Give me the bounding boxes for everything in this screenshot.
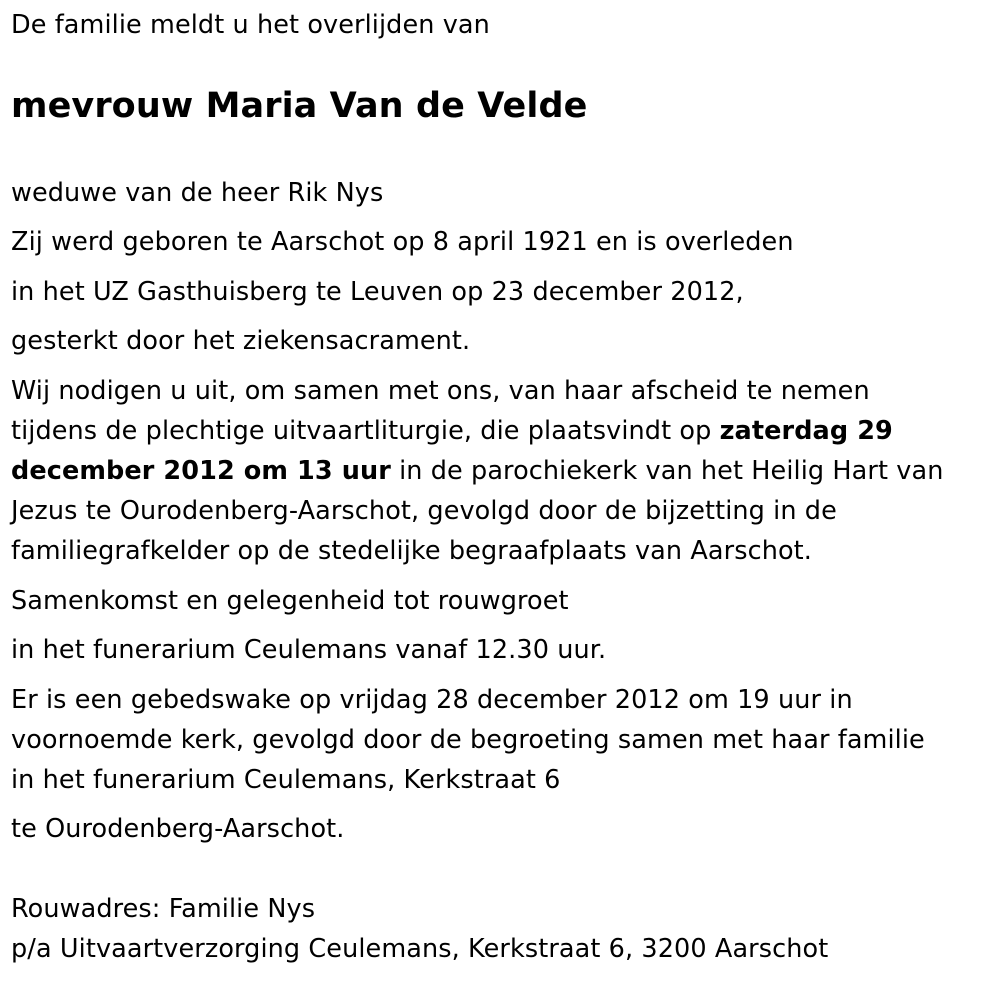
birth-death-line: Zij werd geboren te Aarschot op 8 april 1921 en is overleden <box>11 227 794 257</box>
vigil-line: Er is een gebedswake op vrijdag 28 december 2012 om 19 uur in <box>11 685 853 715</box>
mourning-address: p/a Uitvaartverzorging Ceulemans, Kerkstraat 6, 3200 Aarschot <box>11 934 829 964</box>
widow-of-text: weduwe van de heer Rik Nys <box>11 178 384 208</box>
funeral-line: Jezus te Ourodenberg-Aarschot, gevolgd door de bijzetting in de <box>11 496 837 526</box>
vigil-line: in het funerarium Ceulemans, Kerkstraat 6 <box>11 765 561 795</box>
funeral-line: Wij nodigen u uit, om samen met ons, van haar afscheid te nemen <box>11 376 870 406</box>
gathering-line: in het funerarium Ceulemans vanaf 12.30 uur. <box>11 635 607 665</box>
birth-death-line: gesterkt door het ziekensacrament. <box>11 326 471 356</box>
deceased-name: mevrouw Maria Van de Velde <box>11 86 588 126</box>
intro-text: De familie meldt u het overlijden van <box>11 10 490 40</box>
birth-death-line: in het UZ Gasthuisberg te Leuven op 23 december 2012, <box>11 277 744 307</box>
funeral-line: familiegrafkelder op de stedelijke begraafplaats van Aarschot. <box>11 536 812 566</box>
vigil-line: te Ourodenberg-Aarschot. <box>11 814 345 844</box>
funeral-line <box>11 451 943 491</box>
funeral-date-bold: zaterdag 29 <box>719 416 893 446</box>
mourning-address-label: Rouwadres: Familie Nys <box>11 894 316 924</box>
gathering-line: Samenkomst en gelegenheid tot rouwgroet <box>11 586 569 616</box>
vigil-line: voornoemde kerk, gevolgd door de begroeting samen met haar familie <box>11 725 925 755</box>
funeral-date-bold: december 2012 om 13 uur <box>11 456 391 486</box>
funeral-text: tijdens de plechtige uitvaartliturgie, die plaatsvindt op <box>11 416 720 446</box>
funeral-line <box>11 411 893 451</box>
funeral-text: in de parochiekerk van het Heilig Hart van <box>390 456 944 486</box>
